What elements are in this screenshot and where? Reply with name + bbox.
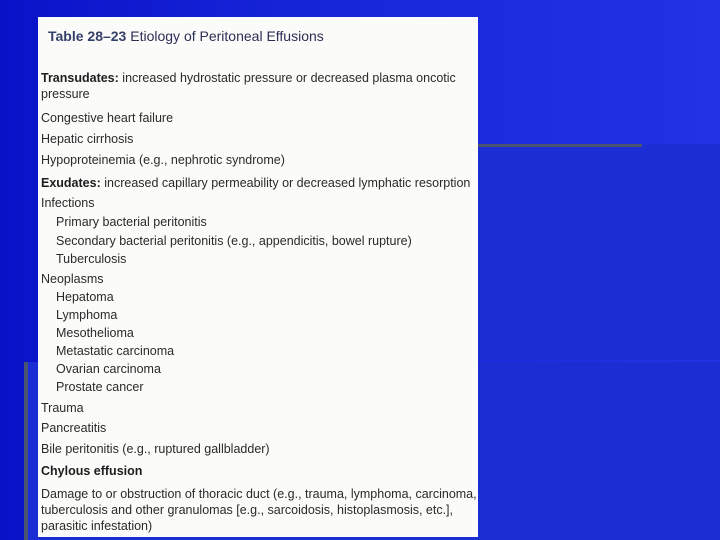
table-row: Exudates: increased capillary permeability or decreased lymphatic resorption xyxy=(41,176,471,190)
table-row: Infections xyxy=(41,196,95,210)
table-row: Bile peritonitis (e.g., ruptured gallbladder) xyxy=(41,442,270,456)
table-row: Congestive heart failure xyxy=(41,111,174,125)
table-number: Table 28–23 xyxy=(48,28,127,44)
table-row: Damage to or obstruction of thoracic duct (e.g., trauma, lymphoma, carcinoma, tuberculosis and other granulomas [e.g., sarcoidosis, histoplasmosis, etc.], parasitic infestation) xyxy=(41,487,477,533)
table-row: Pancreatitis xyxy=(41,421,107,435)
table-row: Hepatic cirrhosis xyxy=(41,132,134,146)
decorative-line-right xyxy=(470,144,642,147)
table-row: Prostate cancer xyxy=(56,380,144,394)
decorative-line-left xyxy=(24,362,28,540)
decorative-panel-right xyxy=(470,144,720,360)
table-scan-image xyxy=(38,17,478,537)
table-row: Transudates: increased hydrostatic pressure or decreased plasma oncotic pressure xyxy=(41,71,456,101)
table-row: Neoplasms xyxy=(41,272,104,286)
table-row: Tuberculosis xyxy=(56,252,127,266)
table-row: Secondary bacterial peritonitis (e.g., appendicitis, bowel rupture) xyxy=(56,234,412,248)
table-row: Primary bacterial peritonitis xyxy=(56,215,207,229)
table-row: Mesothelioma xyxy=(56,326,134,340)
table-row: Ovarian carcinoma xyxy=(56,362,161,376)
table-title xyxy=(48,28,324,44)
table-row: Hypoproteinemia (e.g., nephrotic syndrome) xyxy=(41,153,285,167)
table-row: Trauma xyxy=(41,401,84,415)
table-row: Hepatoma xyxy=(56,290,114,304)
table-row: Metastatic carcinoma xyxy=(56,344,175,358)
table-title-text: Etiology of Peritoneal Effusions xyxy=(130,28,324,44)
table-row: Lymphoma xyxy=(56,308,118,322)
table-row: Chylous effusion xyxy=(41,464,143,478)
